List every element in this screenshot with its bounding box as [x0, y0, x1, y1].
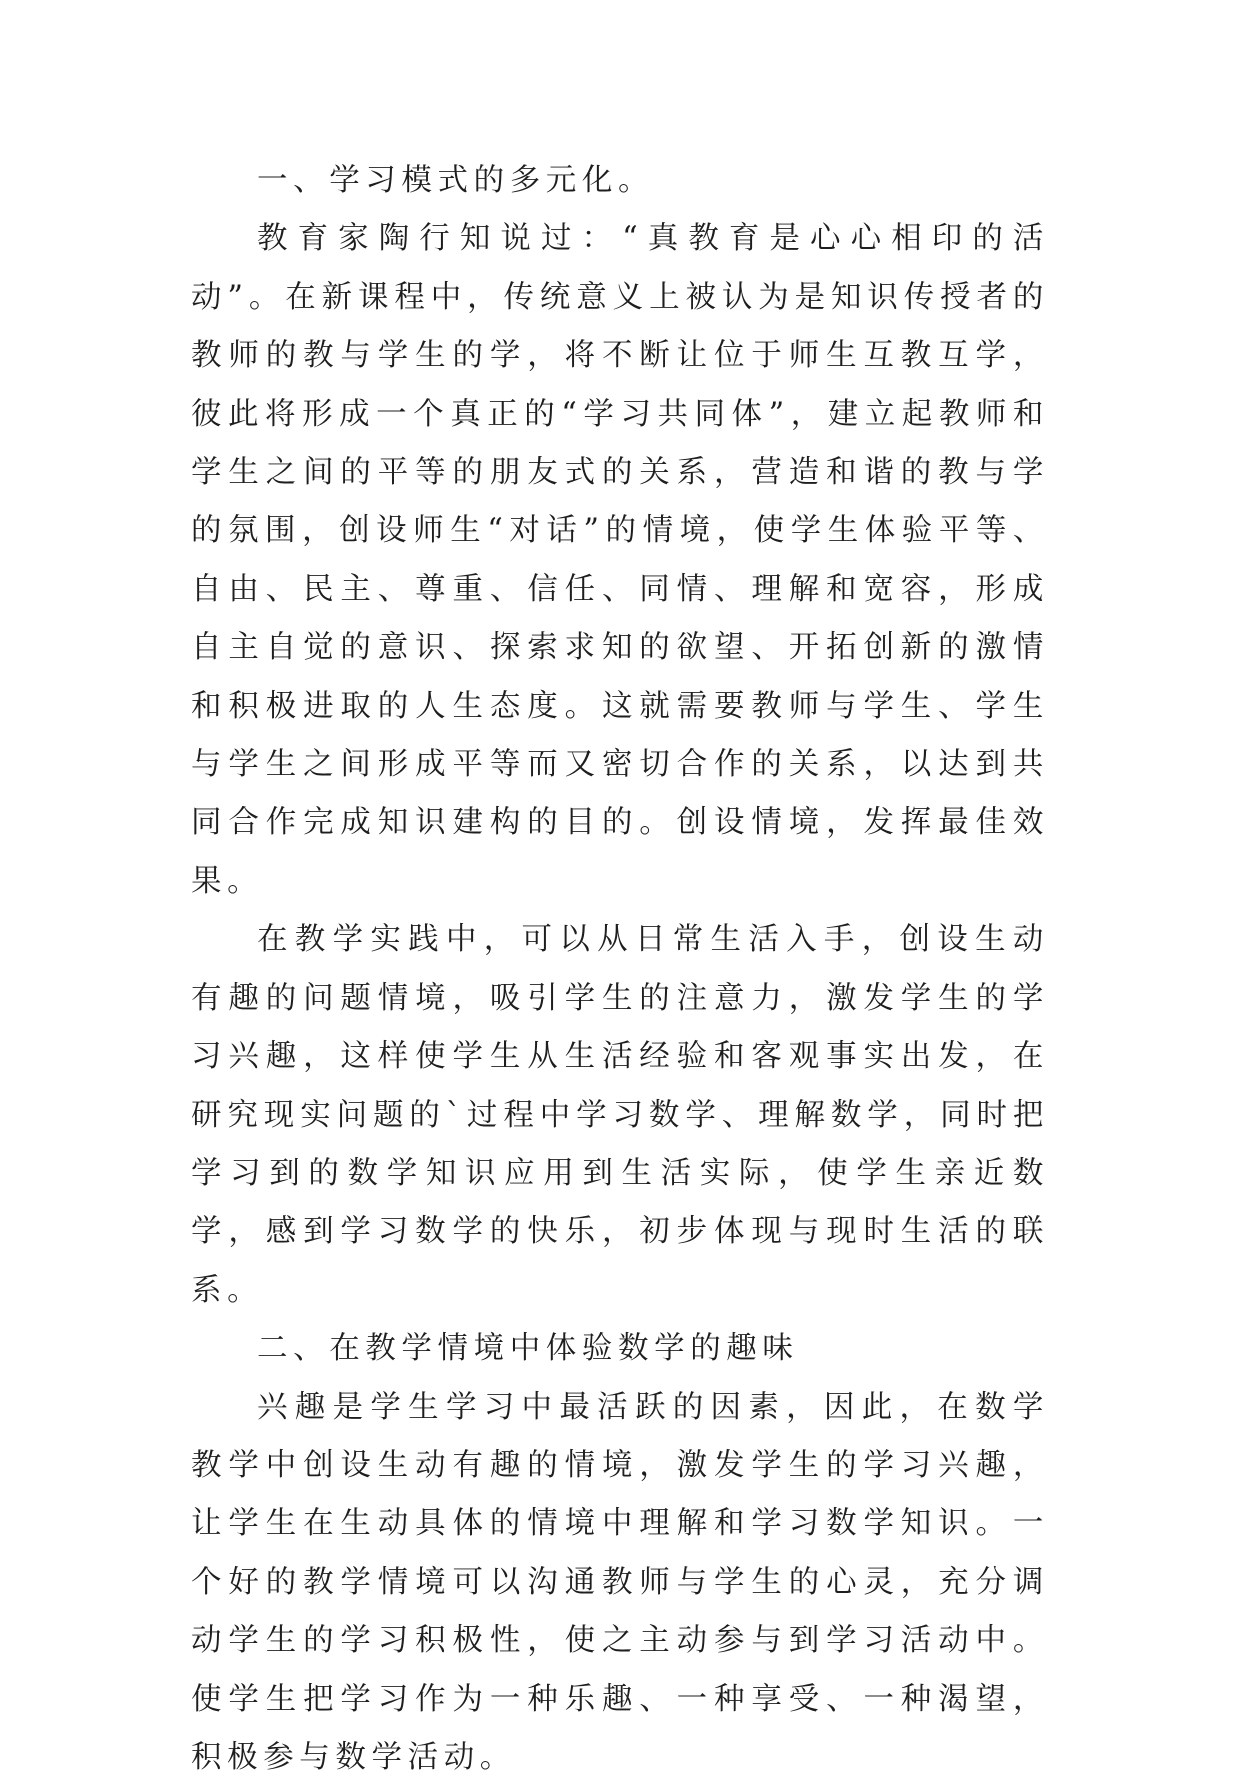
paragraph-2: 在教学实践中，可以从日常生活入手，创设生动有趣的问题情境，吸引学生的注意力，激发学生的学习兴趣，这样使学生从生活经验和客观事实出发，在研究现实问题的`过程中学习数学、理解数学，同时把学习到的数学知识应用到生活实际，使学生亲近数学，感到学习数学的快乐，初步体现与现时生活的联系。: [191, 922, 1049, 1308]
section-heading-1: 一、学习模式的多元化。: [257, 163, 655, 198]
section-heading-2: 二、在教学情境中体验数学的趣味: [257, 1331, 799, 1367]
paragraph-3: 兴趣是学生学习中最活跃的因素，因此，在数学教学中创设生动有趣的情境，激发学生的学习兴趣，让学生在生动具体的情境中理解和学习数学知识。一个好的教学情境可以沟通教师与学生的心灵，充分调动学生的学习积极性，使之主动参与到学习活动中。使学生把学习作为一种乐趣、一种享受、一种渴望，积极参与数学活动。: [191, 1389, 1049, 1775]
document-body: [191, 152, 1049, 1787]
paragraph-1: 教育家陶行知说过：“真教育是心心相印的活动”。在新课程中，传统意义上被认为是知识传授者的教师的教与学生的学，将不断让位于师生互教互学，彼此将形成一个真正的“学习共同体”，建立起教师和学生之间的平等的朋友式的关系，营造和谐的教与学的氛围，创设师生“对话”的情境，使学生体验平等、自由、民主、尊重、信任、同情、理解和宽容，形成自主自觉的意识、探索求知的欲望、开拓创新的激情和积极进取的人生态度。这就需要教师与学生、学生与学生之间形成平等而又密切合作的关系，以达到共同合作完成知识建构的目的。创设情境，发挥最佳效果。: [191, 221, 1049, 899]
